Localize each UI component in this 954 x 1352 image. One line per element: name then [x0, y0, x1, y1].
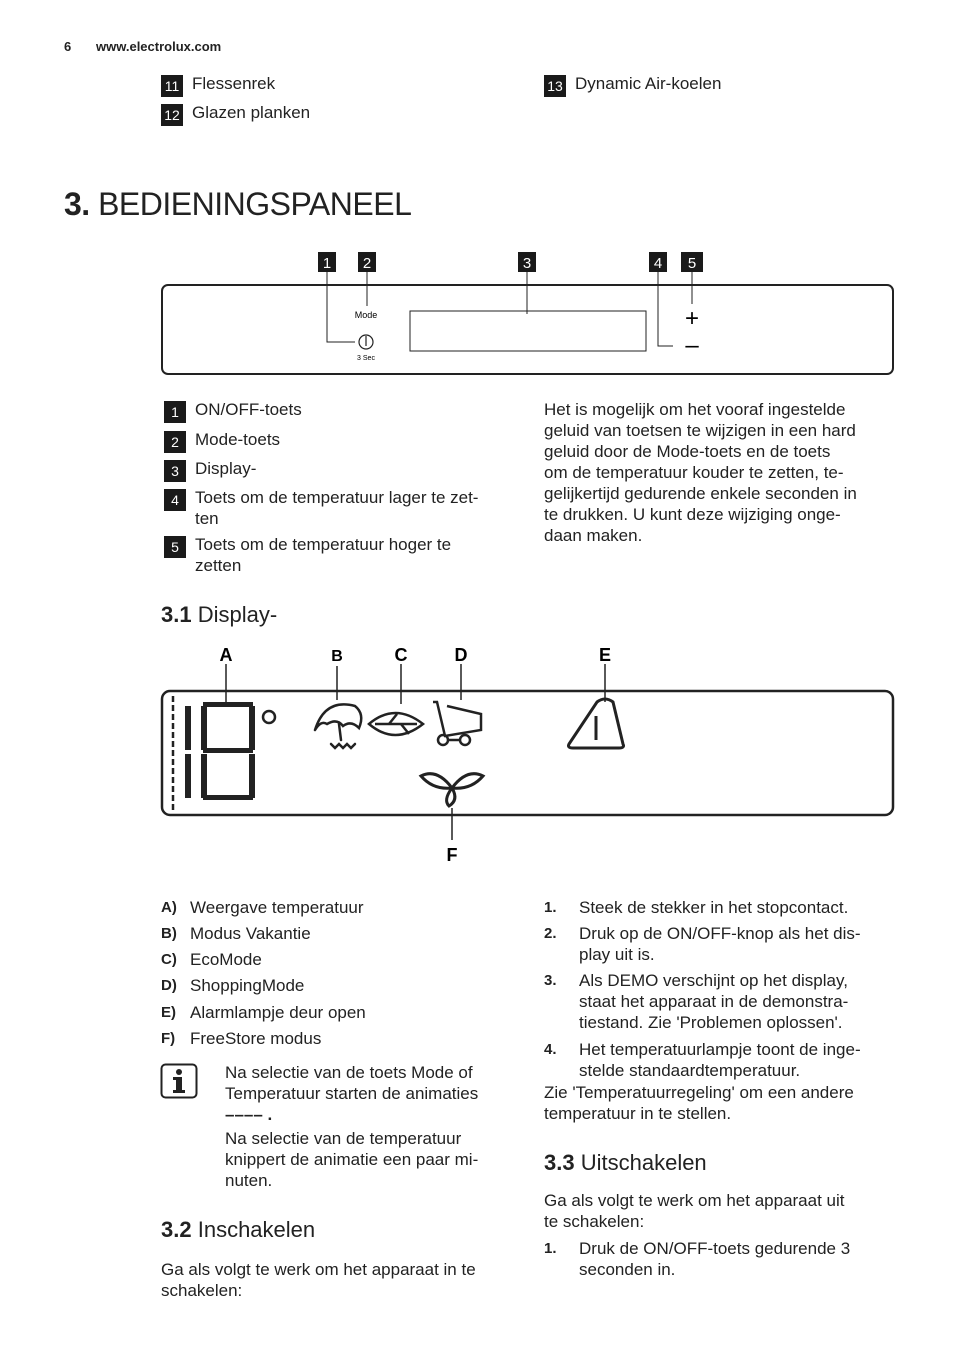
control-panel-diagram	[155, 248, 900, 380]
item-label: Display-	[195, 459, 257, 478]
eco-mode-icon	[369, 713, 423, 735]
list-item: F) FreeStore modus	[161, 1029, 322, 1048]
holiday-mode-icon	[315, 704, 361, 748]
item-label: Dynamic Air-koelen	[575, 74, 722, 93]
callout-1: 1	[322, 255, 332, 272]
step-item: 4. Het temperatuurlampje toont de inge- stelde standaardtemperatuur.	[544, 1040, 861, 1080]
shopping-mode-icon	[433, 702, 481, 745]
list-item	[164, 487, 478, 529]
item-number: 12	[161, 104, 183, 126]
callout-5: 5	[687, 255, 697, 272]
subsection-heading: 3.1 Display-	[161, 602, 278, 627]
item-label: Toets om de temperatuur lager te zet- ten	[195, 488, 479, 528]
item-number: 13	[544, 75, 566, 97]
item-label: Glazen planken	[192, 103, 311, 122]
label-c: C	[394, 645, 408, 665]
section-title: BEDIENINGSPANEEL	[98, 186, 412, 222]
list-item: C) EcoMode	[161, 950, 262, 969]
item-label: Flessenrek	[192, 74, 276, 93]
plus-icon: +	[684, 305, 700, 332]
step-item: 2. Druk op de ON/OFF-knop als het dis- play uit is.	[544, 924, 861, 964]
item-label: Toets om de temperatuur hoger te zetten	[195, 535, 452, 575]
list-item	[161, 73, 275, 97]
website-url: www.electrolux.com	[96, 39, 222, 54]
subsection-heading: 3.3 Uitschakelen	[544, 1150, 707, 1175]
label-e: E	[598, 645, 612, 665]
step-item: 1. Druk de ON/OFF-toets gedurende 3 seconden in.	[544, 1239, 851, 1279]
list-item: A) Weergave temperatuur	[161, 898, 364, 917]
section-intro: Ga als volgt te werk om het apparaat uit te schakelen:	[544, 1191, 845, 1231]
list-item	[544, 73, 721, 97]
degree-icon	[263, 711, 275, 723]
list-item	[164, 458, 256, 482]
info-icon	[160, 1063, 198, 1099]
section-number: 3.	[64, 186, 90, 222]
temperature-digits	[185, 702, 255, 800]
info-note: Na selectie van de toets Mode of Temperatuur starten de animaties –––– . Na selectie van de temperatuur knippert de animatie een paar mi- nuten.	[225, 1063, 479, 1190]
callout-4: 4	[653, 255, 663, 272]
section-intro: Ga als volgt te werk om het apparaat in te schakelen:	[161, 1260, 476, 1300]
item-number: 5	[164, 536, 186, 558]
item-label: Mode-toets	[195, 430, 281, 449]
subsection-heading: 3.2 Inschakelen	[161, 1217, 316, 1242]
list-item: D) ShoppingMode	[161, 976, 305, 995]
display-window	[410, 311, 646, 351]
list-item	[164, 534, 451, 576]
mode-label: Mode	[354, 310, 378, 320]
item-number: 4	[164, 489, 186, 511]
label-a: A	[219, 645, 233, 665]
label-f: F	[446, 845, 458, 865]
item-number: 2	[164, 431, 186, 453]
display-diagram	[155, 640, 900, 870]
page-number: 6	[64, 39, 72, 54]
section-heading	[64, 186, 411, 223]
callout-3: 3	[522, 255, 532, 272]
panel-note: Het is mogelijk om het vooraf ingestelde geluid van toetsen te wijzigen in een hard geluid door de Mode-toets en de toets om de temperatuur kouder te zetten, te- gelijkertijd gedurende enkele seconden in te drukken. U kunt deze wijziging onge- daan maken.	[544, 400, 857, 545]
list-item	[164, 399, 302, 423]
step-item: 1. Steek de stekker in het stopcontact.	[544, 898, 849, 917]
list-item: E) Alarmlampje deur open	[161, 1003, 366, 1022]
three-sec-label: 3 Sec	[357, 355, 375, 362]
alarm-door-icon	[569, 699, 624, 748]
steps-footnote: Zie 'Temperatuurregeling' om een andere temperatuur in te stellen.	[544, 1083, 854, 1123]
item-number: 3	[164, 460, 186, 482]
list-item: B) Modus Vakantie	[161, 924, 311, 943]
step-item: 3. Als DEMO verschijnt op het display, staat het apparaat in de demonstra- tiestand. Zie 'Problemen oplossen'.	[544, 971, 849, 1032]
power-icon	[359, 335, 373, 349]
minus-icon: –	[685, 332, 699, 359]
item-number: 11	[161, 75, 183, 97]
freestore-icon	[421, 774, 483, 806]
label-b: B	[331, 648, 343, 665]
item-label: ON/OFF-toets	[195, 400, 302, 419]
list-item	[161, 102, 310, 126]
item-number: 1	[164, 401, 186, 423]
label-d: D	[454, 645, 468, 665]
list-item	[164, 429, 280, 453]
callout-2: 2	[362, 255, 372, 272]
